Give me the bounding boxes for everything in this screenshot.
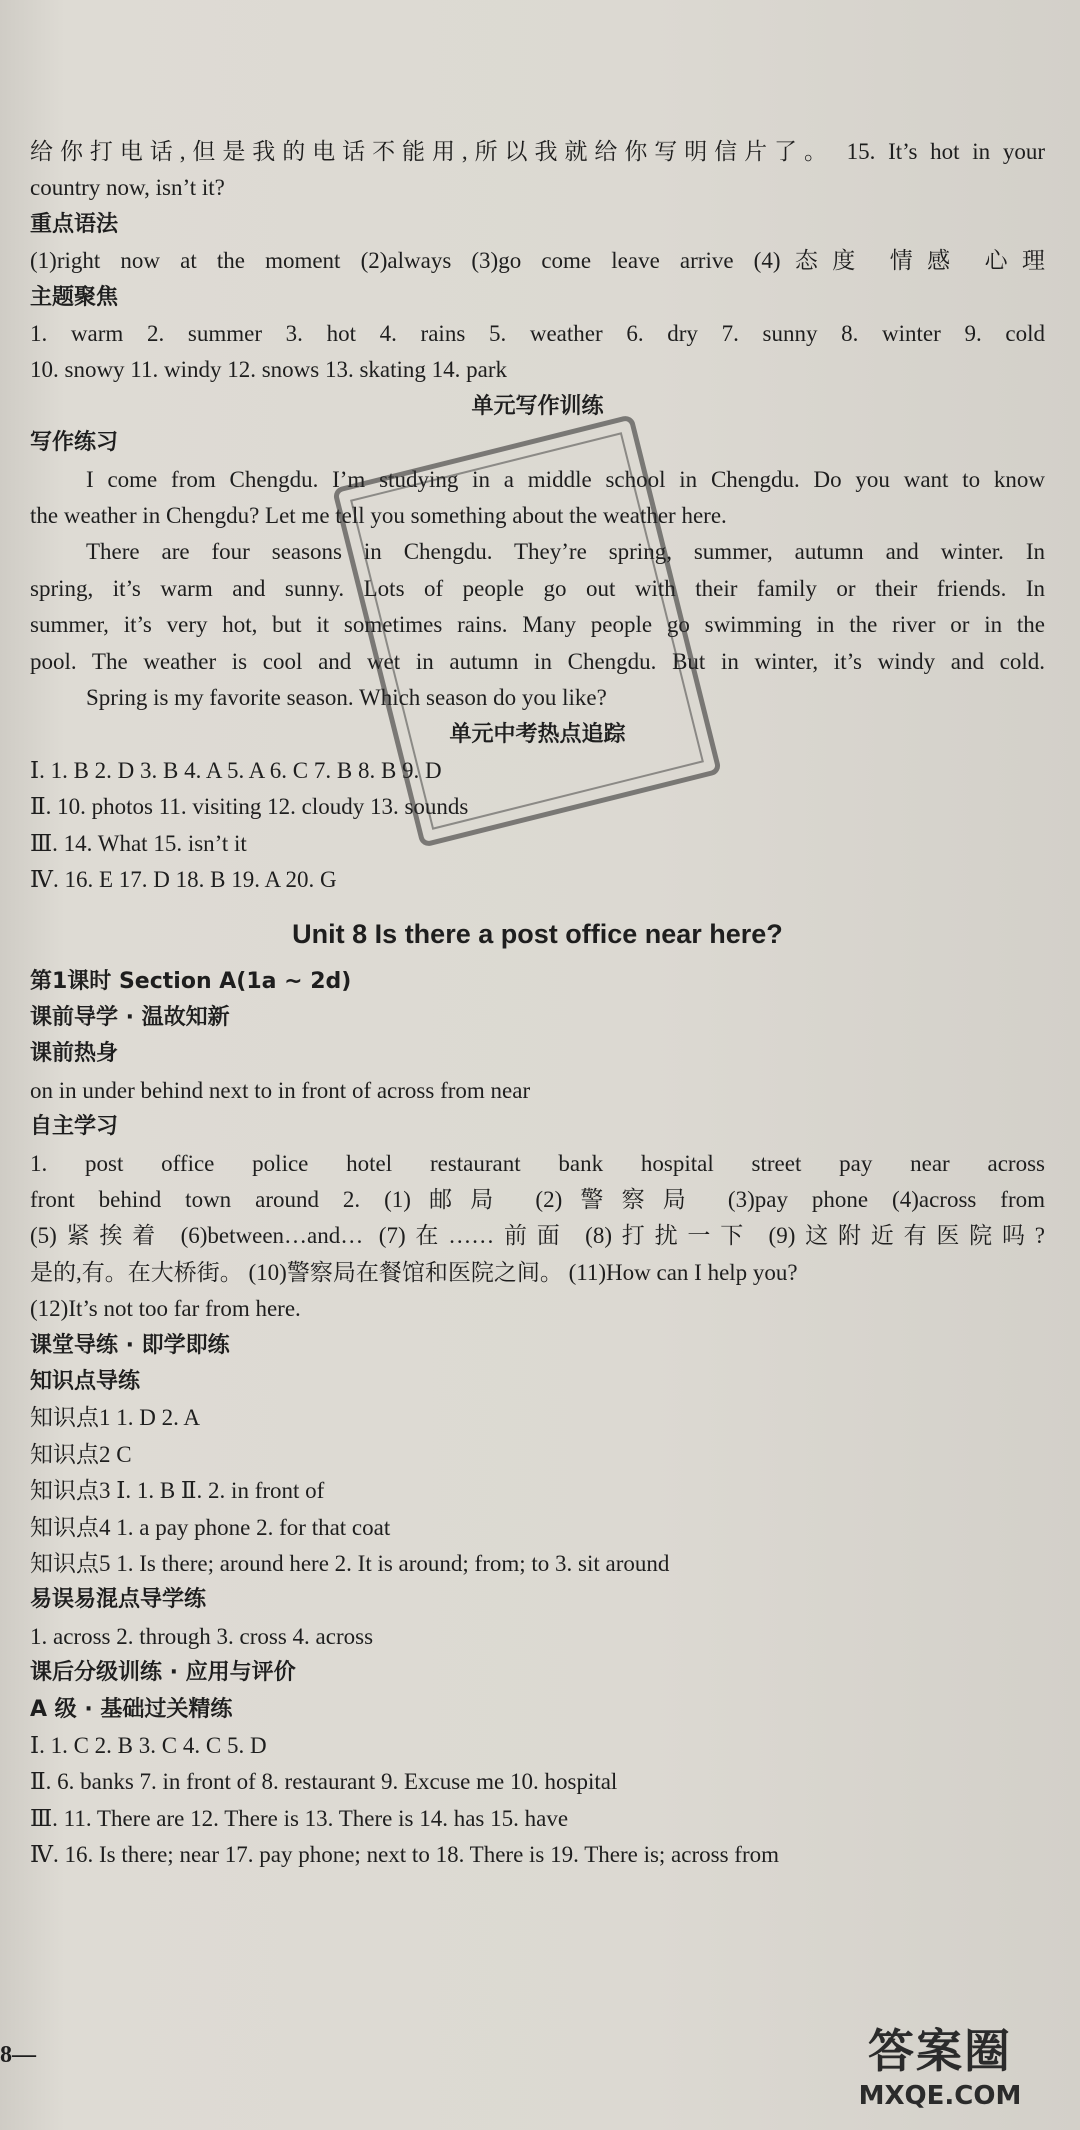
text-line: Ⅲ. 14. What 15. isn’t it [30,830,247,856]
unit8-answers [30,964,1045,1874]
stamp-inner-border [350,432,704,830]
text-line: 知识点3 Ⅰ. 1. B Ⅱ. 2. in front of [30,1478,325,1504]
text-line: Ⅰ. 1. C 2. B 3. C 4. C 5. D [30,1733,267,1759]
text-line: front behind town around 2. (1)邮局 (2)警察局 (3)pay phone (4)across from [30,1186,1045,1212]
text-line: 主题聚焦 [30,284,119,310]
page-mark: 8— [0,2042,36,2068]
text-line: summer, it’s very hot, but it sometimes rains. Many people go swimming in the river or in the [30,612,1045,638]
text-line: country now, isn’t it? [30,175,225,201]
text-line: I come from Chengdu. I’m studying in a middle school in Chengdu. Do you want to know [86,466,1045,492]
text-line: 单元中考热点追踪 [449,721,626,747]
text-line: 重点语法 [30,211,119,237]
text-line: 第1课时 Section A(1a ~ 2d) [30,968,352,994]
text-line: Ⅳ. 16. E 17. D 18. B 19. A 20. G [30,867,337,893]
text-line: spring, it’s warm and sunny. Lots of people go out with their family or their friends. In [30,575,1045,601]
unit-title: Unit 8 Is there a post office near here? [292,918,783,949]
text-line: 自主学习 [30,1114,119,1140]
text-line: Ⅰ. 1. B 2. D 3. B 4. A 5. A 6. C 7. B 8. B 9. D [30,757,442,783]
text-line: 课前导学 · 温故知新 [30,1004,230,1030]
text-line: There are four seasons in Chengdu. They’re spring, summer, autumn and winter. In [86,539,1045,565]
text-line: 写作练习 [30,430,119,456]
text-line: 1. post office police hotel restaurant bank hospital street pay near across [30,1150,1045,1176]
text-line: Spring is my favorite season. Which season do you like? [86,685,607,711]
text-line: Ⅱ. 6. banks 7. in front of 8. restaurant 9. Excuse me 10. hospital [30,1769,618,1795]
logo-mark: 答案圈 [868,2024,1012,2078]
text-line: 知识点4 1. a pay phone 2. for that coat [30,1514,391,1540]
site-logo [820,2014,1060,2112]
text-line: 1. warm 2. summer 3. hot 4. rains 5. weather 6. dry 7. sunny 8. winter 9. cold [30,321,1045,347]
text-line: 知识点导练 [30,1369,141,1394]
text-line: 课堂导练 · 即学即练 [30,1332,230,1358]
text-line: 知识点1 1. D 2. A [30,1405,200,1431]
text-line: Ⅲ. 11. There are 12. There is 13. There is 14. has 15. have [30,1805,569,1831]
text-line: on in under behind next to in front of across from near [30,1077,531,1103]
text-line: A 级 · 基础过关精练 [30,1696,233,1722]
text-line: 易误易混点导学练 [30,1587,207,1613]
text-line: (1)right now at the moment (2)always (3)go come leave arrive (4)态度 情感 心理 [30,248,1045,274]
text-line: 给你打电话,但是我的电话不能用,所以我就给你写明信片了。 15. It’s hot in your [30,139,1045,164]
text-line: 10. snowy 11. windy 12. snows 13. skating 14. park [30,357,508,383]
text-line: 单元写作训练 [471,393,604,419]
text-line: (5)紧挨着 (6)between…and… (7)在……前面 (8)打扰一下 (9)这附近有医院吗? [30,1223,1045,1249]
text-line: (12)It’s not too far from here. [30,1296,301,1322]
text-line: 1. across 2. through 3. cross 4. across [30,1623,374,1649]
text-line: 知识点2 C [30,1441,132,1467]
text-line: Ⅱ. 10. photos 11. visiting 12. cloudy 13. sounds [30,794,469,820]
logo-url: MXQE.COM [858,2081,1022,2111]
text-line: the weather in Chengdu? Let me tell you something about the weather here. [30,503,727,529]
text-line: pool. The weather is cool and wet in autumn in Chengdu. But in winter, it’s windy and cold. [30,648,1045,674]
answer-text-block [30,134,1045,1874]
text-line: 知识点5 1. Is there; around here 2. It is around; from; to 3. sit around [30,1551,670,1577]
text-line: Ⅳ. 16. Is there; near 17. pay phone; next to 18. There is 19. There is; across from [30,1842,779,1868]
text-line: 课后分级训练 · 应用与评价 [30,1660,296,1686]
text-line: 课前热身 [30,1041,119,1067]
text-line: 是的,有。在大桥街。 (10)警察局在餐馆和医院之间。 (11)How can I help you? [30,1259,798,1285]
